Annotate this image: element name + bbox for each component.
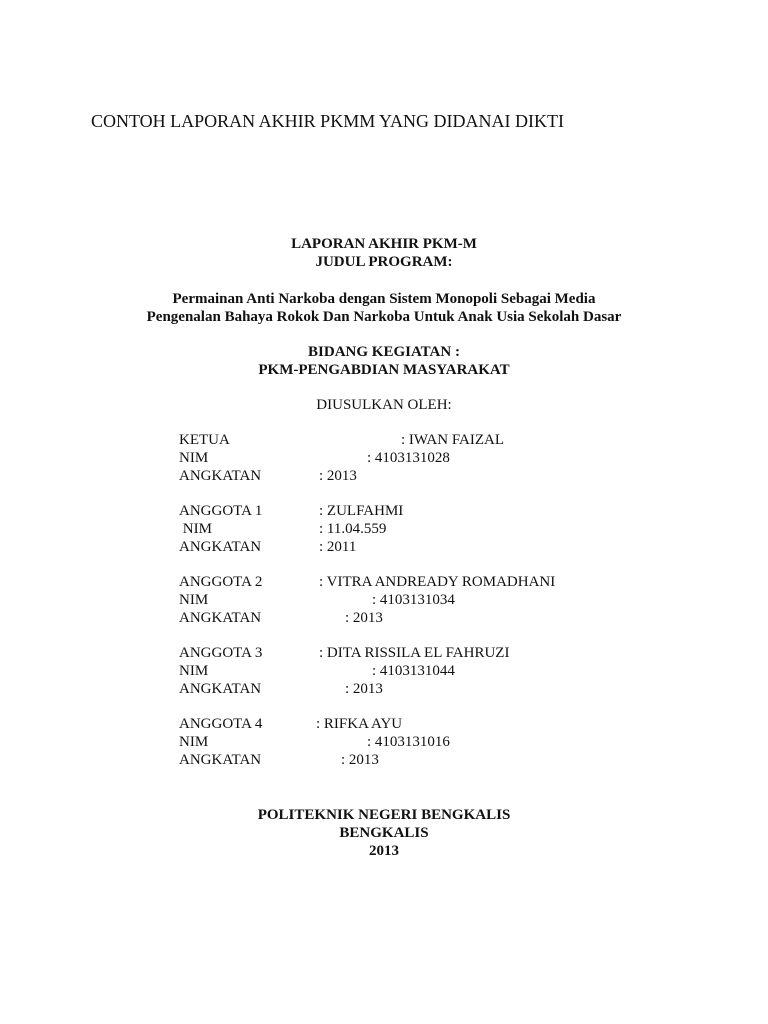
member-year-row — [0, 467, 768, 485]
member-nim-row — [0, 662, 768, 680]
document-heading: CONTOH LAPORAN AKHIR PKMM YANG DIDANAI DIKTI — [91, 111, 565, 131]
member-role-label: ANGGOTA 4 — [179, 716, 263, 732]
member-role-row — [0, 573, 768, 591]
member-year-label: ANGKATAN — [179, 539, 262, 555]
member-nim-row — [0, 520, 768, 538]
member-year-value: : 2013 — [345, 681, 383, 697]
report-title: LAPORAN AKHIR PKM-M — [291, 236, 477, 252]
member-role-row — [0, 715, 768, 733]
proposed-by-label: DIUSULKAN OLEH: — [316, 397, 452, 413]
program-title-block — [0, 290, 768, 326]
program-label: JUDUL PROGRAM: — [315, 254, 453, 270]
report-title-block — [0, 235, 768, 271]
member-nim-row — [0, 733, 768, 751]
member-year-value: : 2013 — [341, 752, 379, 768]
field-value: PKM-PENGABDIAN MASYARAKAT — [258, 362, 510, 378]
member-name: : IWAN FAIZAL — [401, 432, 505, 448]
member-year-row — [0, 609, 768, 627]
institution-name: POLITEKNIK NEGERI BENGKALIS — [257, 807, 511, 823]
member-year-row — [0, 680, 768, 698]
member-year-row — [0, 751, 768, 769]
member-anggota-4 — [0, 715, 768, 769]
member-year-value: : 2013 — [319, 468, 357, 484]
member-role-label: ANGGOTA 2 — [179, 574, 263, 590]
program-title-line-2: Pengenalan Bahaya Rokok Dan Narkoba Untuk Anak Usia Sekolah Dasar — [146, 309, 622, 325]
member-year-label: ANGKATAN — [179, 752, 262, 768]
member-nim-value: : 4103131044 — [372, 663, 455, 679]
member-nim-row — [0, 449, 768, 467]
institution-year: 2013 — [369, 843, 399, 859]
member-nim-label: NIM — [179, 592, 209, 608]
member-role-label: ANGGOTA 1 — [179, 503, 263, 519]
member-nim-label: NIM — [179, 450, 209, 466]
member-nim-label: NIM — [179, 734, 209, 750]
member-name: : VITRA ANDREADY ROMADHANI — [319, 574, 556, 590]
member-year-label: ANGKATAN — [179, 681, 262, 697]
member-role-row — [0, 431, 768, 449]
member-nim-value: : 4103131034 — [372, 592, 455, 608]
member-year-label: ANGKATAN — [179, 468, 262, 484]
member-year-value: : 2013 — [345, 610, 383, 626]
field-block — [0, 343, 768, 379]
institution-block — [0, 806, 768, 860]
member-role-row — [0, 502, 768, 520]
field-label: BIDANG KEGIATAN : — [308, 344, 460, 360]
member-nim-value: : 4103131016 — [367, 734, 450, 750]
member-name: : ZULFAHMI — [319, 503, 404, 519]
member-anggota-3 — [0, 644, 768, 698]
member-year-row — [0, 538, 768, 556]
program-title-line-1: Permainan Anti Narkoba dengan Sistem Monopoli Sebagai Media — [172, 291, 596, 307]
member-ketua — [0, 431, 768, 485]
member-nim-row — [0, 591, 768, 609]
member-year-value: : 2011 — [319, 539, 357, 555]
member-year-label: ANGKATAN — [179, 610, 262, 626]
member-nim-label: NIM — [179, 663, 209, 679]
member-anggota-1 — [0, 502, 768, 556]
member-role-label: KETUA — [179, 432, 230, 448]
member-nim-label: NIM — [179, 521, 212, 537]
member-anggota-2 — [0, 573, 768, 627]
member-nim-value: : 4103131028 — [367, 450, 450, 466]
member-nim-value: : 11.04.559 — [319, 521, 387, 537]
member-name: : RIFKA AYU — [316, 716, 403, 732]
member-name: : DITA RISSILA EL FAHRUZI — [319, 645, 510, 661]
member-role-row — [0, 644, 768, 662]
member-role-label: ANGGOTA 3 — [179, 645, 263, 661]
institution-city: BENGKALIS — [339, 825, 429, 841]
